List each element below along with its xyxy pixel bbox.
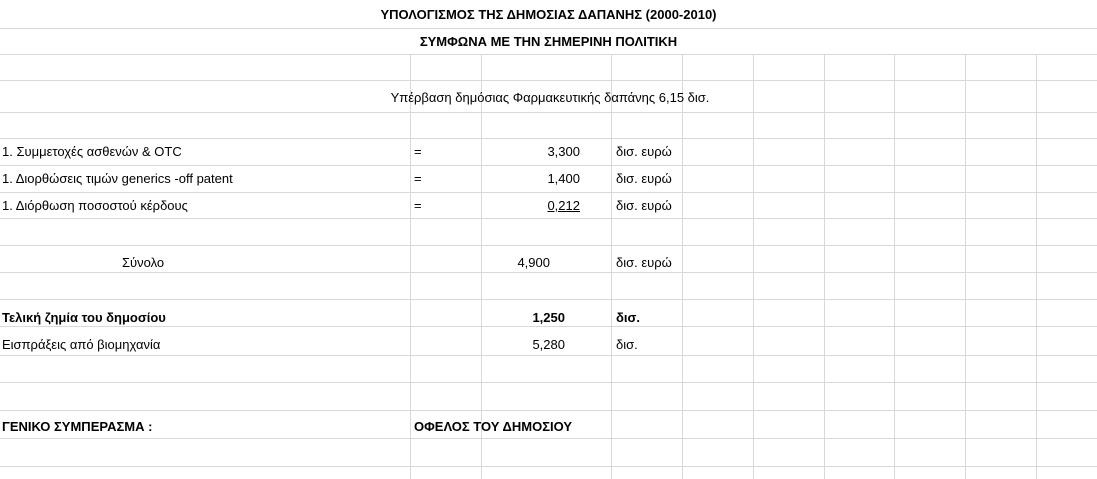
total-label: Σύνολο xyxy=(122,255,165,270)
row-gridline xyxy=(0,112,1097,113)
item-value: 1,400 xyxy=(547,171,580,186)
conclusion-value: ΟΦΕΛΟΣ ΤΟΥ ΔΗΜΟΣΙΟΥ xyxy=(414,419,573,434)
item-value: 0,212 xyxy=(547,198,580,213)
item-unit: δισ. ευρώ xyxy=(616,144,672,159)
overrun-text: Υπέρβαση δημόσιας Φαρμακευτικής δαπάνης 6,15 δισ. xyxy=(390,90,710,105)
item-label: 1. Συμμετοχές ασθενών & OTC xyxy=(2,144,182,159)
col-gridline xyxy=(824,54,825,479)
conclusion-label: ΓΕΝΙΚΟ ΣΥΜΠΕΡΑΣΜΑ : xyxy=(2,419,153,434)
item-unit: δισ. ευρώ xyxy=(616,198,672,213)
row-gridline xyxy=(0,466,1097,467)
col-gridline xyxy=(611,54,612,479)
item-label: 1. Διόρθωση ποσοστού κέρδους xyxy=(2,198,188,213)
revenue-unit: δισ. xyxy=(616,337,638,352)
item-value: 3,300 xyxy=(547,144,580,159)
item-equals: = xyxy=(414,198,422,213)
col-gridline xyxy=(410,54,411,479)
total-unit: δισ. ευρώ xyxy=(616,255,672,270)
row-gridline xyxy=(0,245,1097,246)
sheet-title: ΥΠΟΛΟΓΙΣΜΟΣ ΤΗΣ ΔΗΜΟΣΙΑΣ ΔΑΠΑΝΗΣ (2000-2010) xyxy=(380,7,717,22)
loss-unit: δισ. xyxy=(616,310,641,325)
item-equals: = xyxy=(414,171,422,186)
item-equals: = xyxy=(414,144,422,159)
col-gridline xyxy=(965,54,966,479)
row-gridline xyxy=(0,80,1097,81)
revenue-value: 5,280 xyxy=(532,337,565,352)
item-unit: δισ. ευρώ xyxy=(616,171,672,186)
col-gridline xyxy=(682,54,683,479)
total-value: 4,900 xyxy=(517,255,550,270)
row-gridline xyxy=(0,382,1097,383)
item-label: 1. Διορθώσεις τιμών generics -off patent xyxy=(2,171,233,186)
col-gridline xyxy=(753,54,754,479)
loss-value: 1,250 xyxy=(532,310,565,325)
sheet-subtitle: ΣΥΜΦΩΝΑ ΜΕ ΤΗΝ ΣΗΜΕΡΙΝΗ ΠΟΛΙΤΙΚΗ xyxy=(419,34,678,49)
row-gridline xyxy=(0,299,1097,300)
row-gridline xyxy=(0,410,1097,411)
col-gridline xyxy=(894,54,895,479)
loss-label: Τελική ζημία του δημοσίου xyxy=(2,310,166,325)
revenue-label: Εισπράξεις από βιομηχανία xyxy=(2,337,161,352)
col-gridline xyxy=(1036,54,1037,479)
